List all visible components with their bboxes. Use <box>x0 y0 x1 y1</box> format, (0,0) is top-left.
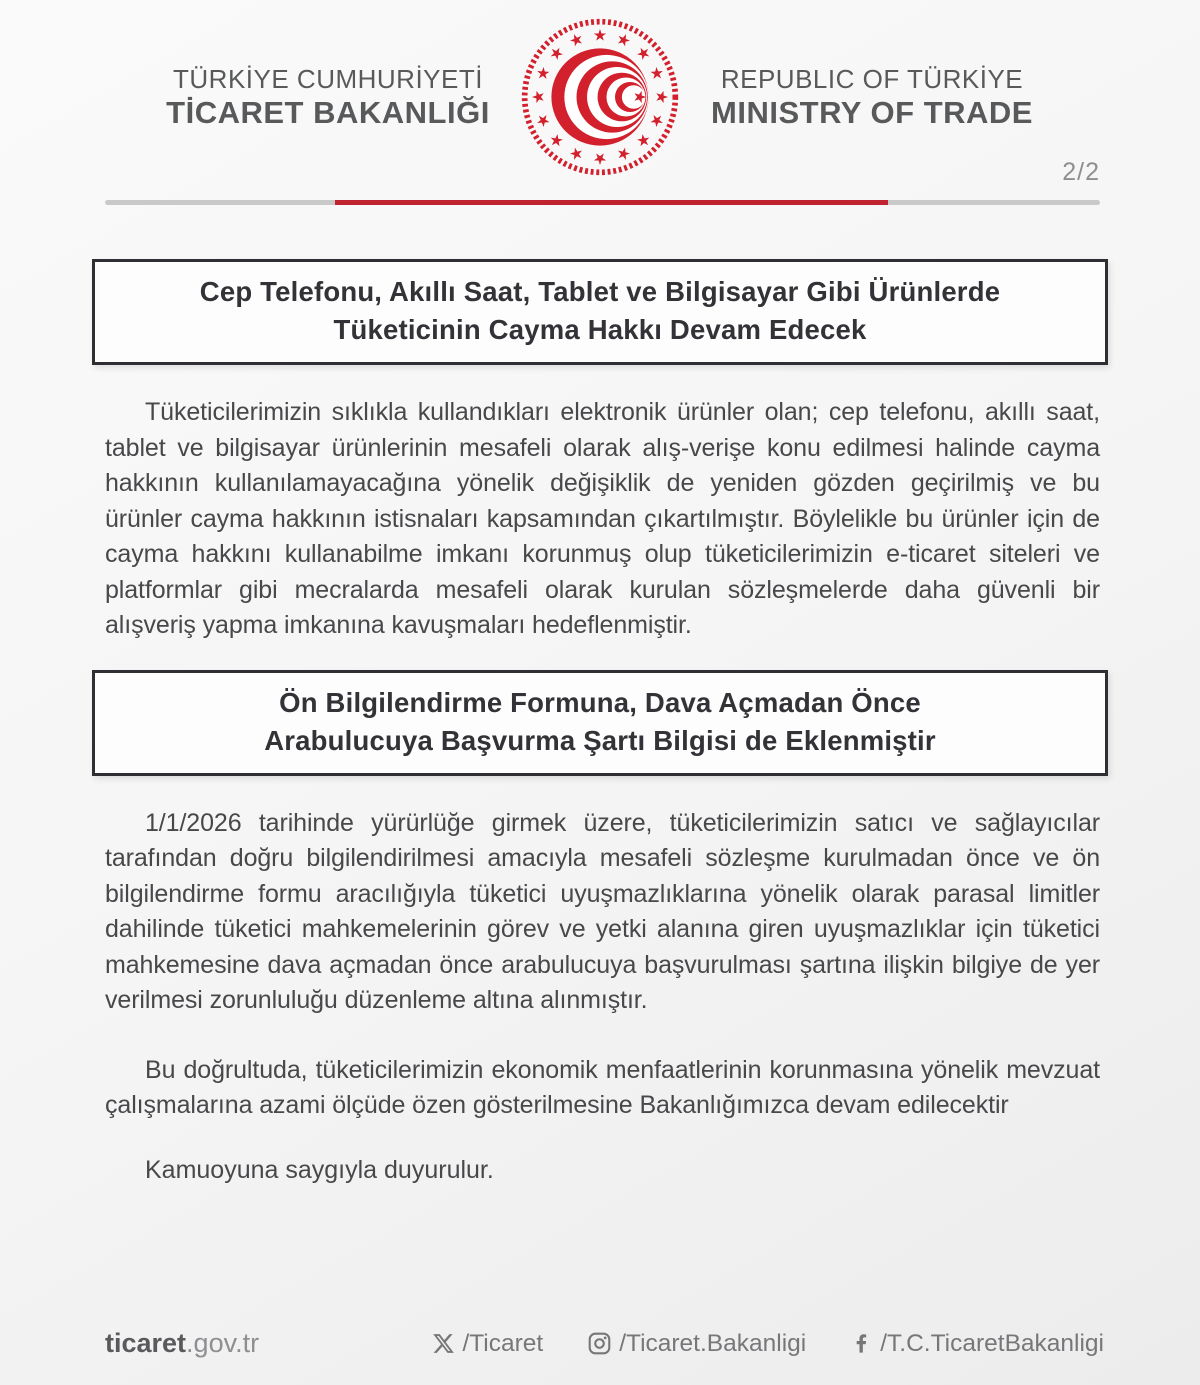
section-title-box-2 <box>92 670 1108 776</box>
section-2-paragraph-2: Bu doğrultuda, tüketicilerimizin ekonomik menfaatlerinin korunmasına yönelik mevzuat çalışmalarına azami ölçüde özen gösterilmesine Bakanlığımızca devam edilecektir <box>105 1055 1100 1119</box>
facebook-handle: /T.C.TicaretBakanligi <box>880 1329 1104 1357</box>
footer <box>105 1328 1104 1359</box>
divider-gray-left <box>105 200 335 205</box>
section-2-title-line-2: Arabulucuya Başvurma Şartı Bilgisi de Eklenmiştir <box>264 724 936 756</box>
org-tr-line2: TİCARET BAKANLIĞI <box>166 95 490 130</box>
social-links <box>432 1330 1104 1358</box>
instagram-link[interactable] <box>587 1330 806 1358</box>
section-2-paragraph-1: 1/1/2026 tarihinde yürürlüğe girmek üzere, tüketicilerimizin satıcı ve sağlayıcılar tarafından doğru bilgilendirilmesi amacıyla mesafeli sözleşme kurulmadan önce ve ön bilgilendirme formu aracılığıyla tüketici uyuşmazlıklarına yönelik olarak parasal limitler dahilinde tüketici mahkemelerinin görev ve yetki alanına giren uyuşmazlıklar için tüketici mahkemesine dava açmadan önce arabulucuya başvurulması şartına ilişkin bilgiye de yer verilmesi zorunluluğu düzenleme altına alınmıştır. <box>105 808 1100 1014</box>
header-divider <box>105 200 1100 205</box>
divider-red-segment <box>335 200 888 205</box>
header <box>0 0 1200 178</box>
website-rest-part: .gov.tr <box>186 1328 260 1358</box>
ministry-of-trade-logo-icon <box>519 16 681 178</box>
website-link[interactable] <box>105 1328 259 1359</box>
facebook-link[interactable] <box>850 1330 1104 1358</box>
instagram-handle: /Ticaret.Bakanligi <box>619 1329 807 1357</box>
divider-gray-right <box>888 200 1100 205</box>
org-en-line2: MINISTRY OF TRADE <box>711 95 1033 130</box>
x-icon <box>432 1332 455 1355</box>
org-name-turkish <box>163 63 493 131</box>
x-handle: /Ticaret <box>462 1329 544 1357</box>
org-name-english <box>707 63 1037 131</box>
facebook-icon <box>850 1332 873 1355</box>
section-2-title-line-1: Ön Bilgilendirme Formuna, Dava Açmadan Önce <box>279 686 921 718</box>
x-twitter-link[interactable] <box>432 1330 543 1358</box>
page-number: 2/2 <box>1062 158 1100 186</box>
org-en-line1: REPUBLIC OF TÜRKİYE <box>720 64 1024 94</box>
section-1-paragraph: Tüketicilerimizin sıklıkla kullandıkları elektronik ürünler olan; cep telefonu, akıllı saat, tablet ve bilgisayar ürünlerinin mesafeli olarak alış-verişe konu edilmesi halinde cayma hakkının kullanılamayacağına yönelik değişiklik de yeniden gözden geçirilmiş ve bu ürünler cayma hakkının istisnaları kapsamından çıkartılmıştır. Böylelikle bu ürünler için de cayma hakkını kullanabilme imkanı korunmuş olup tüketicilerimizin e-ticaret siteleri ve platformlar gibi mecralarda mesafeli olarak kurulan sözleşmelerde daha güvenli bir alışveriş yapma imkanına kavuşmaları hedeflenmiştir. <box>105 398 1100 639</box>
section-1-title-line-1: Cep Telefonu, Akıllı Saat, Tablet ve Bilgisayar Gibi Ürünlerde <box>199 276 1001 307</box>
org-tr-line1: TÜRKİYE CUMHURİYETİ <box>173 64 483 94</box>
website-bold-part: ticaret <box>105 1328 187 1358</box>
instagram-icon <box>587 1331 612 1356</box>
closing-line: Kamuoyuna saygıyla duyurulur. <box>145 1155 494 1184</box>
section-1-title-line-2: Tüketicinin Cayma Hakkı Devam Edecek <box>333 314 867 345</box>
section-title-box-1 <box>92 259 1108 365</box>
